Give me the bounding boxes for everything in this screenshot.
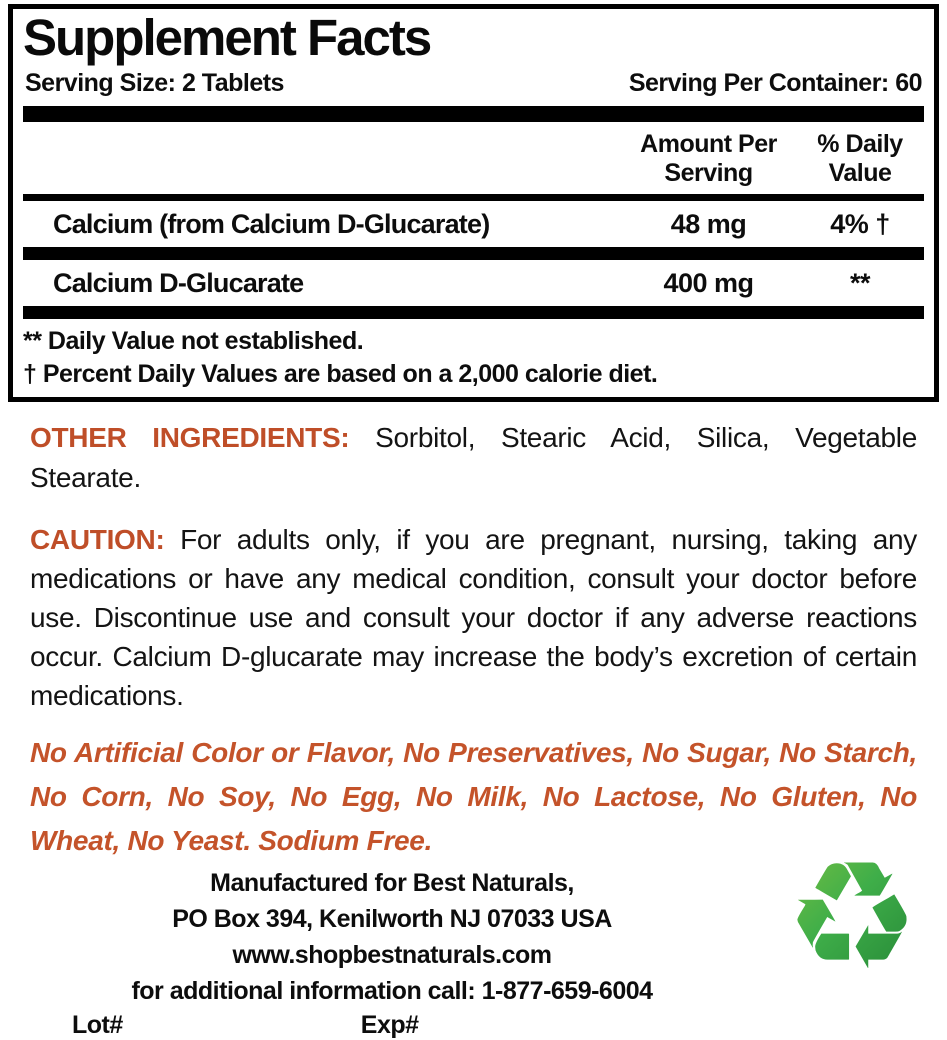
manufacturer-block bbox=[30, 865, 754, 1009]
serving-size: Serving Size: 2 Tablets bbox=[25, 69, 284, 97]
exp-date-label: Exp# bbox=[360, 1011, 419, 1039]
panel-title: Supplement Facts bbox=[23, 9, 431, 66]
caution-label: CAUTION: bbox=[30, 524, 165, 555]
recycle-icon: ♻ bbox=[762, 832, 942, 1002]
nutrient-amount: 400 mg bbox=[663, 267, 754, 298]
table-row bbox=[23, 260, 924, 306]
divider-medium bbox=[23, 194, 924, 201]
nutrient-daily-value: ** bbox=[849, 267, 870, 298]
footnotes bbox=[23, 319, 924, 391]
caution-text: For adults only, if you are pregnant, nursing, taking any medications or have any medical condition, consult your doctor before use. Discontinue use and consult your doctor if any adverse reactions occur. Calcium D-glucarate may increase the body’s excretion of certain medications. bbox=[30, 524, 917, 711]
nutrient-daily-value: 4% † bbox=[830, 208, 890, 239]
table-row bbox=[23, 201, 924, 247]
servings-per-container: Serving Per Container: 60 bbox=[628, 69, 922, 97]
serving-info-row bbox=[23, 65, 924, 106]
supplement-facts-panel bbox=[8, 4, 939, 402]
column-header-daily-value: % Daily Value bbox=[817, 130, 903, 187]
other-ingredients-paragraph bbox=[30, 418, 917, 498]
manufactured-for-line: Manufactured for Best Naturals, bbox=[210, 869, 574, 897]
address-line: PO Box 394, Kenilworth NJ 07033 USA bbox=[172, 905, 612, 933]
free-claims-text: No Artificial Color or Flavor, No Preservatives, No Sugar, No Starch, No Corn, No Soy, No Egg, No Milk, No Lactose, No Gluten, No Wheat, No Yeast. Sodium Free. bbox=[30, 737, 917, 856]
footnote-percent-dv: † Percent Daily Values are based on a 2,000 calorie diet. bbox=[23, 360, 658, 388]
caution-paragraph bbox=[30, 520, 917, 715]
lot-number-label: Lot# bbox=[72, 1011, 123, 1039]
website-line: www.shopbestnaturals.com bbox=[232, 941, 552, 969]
footnote-dv-not-established: ** Daily Value not established. bbox=[23, 327, 364, 355]
other-ingredients-section bbox=[0, 418, 947, 498]
supplement-label bbox=[0, 4, 947, 1039]
nutrient-name: Calcium D-Glucarate bbox=[53, 267, 304, 298]
phone-line: for additional information call: 1-877-659-6004 bbox=[131, 977, 653, 1005]
column-header-amount: Amount Per Serving bbox=[640, 130, 777, 187]
divider-thick-top bbox=[23, 106, 924, 122]
table-header-row bbox=[23, 122, 924, 194]
nutrient-amount: 48 mg bbox=[670, 208, 747, 239]
caution-section bbox=[0, 520, 947, 715]
nutrient-name: Calcium (from Calcium D-Glucarate) bbox=[53, 208, 490, 239]
divider-thick-bottom bbox=[23, 306, 924, 319]
lot-exp-row bbox=[30, 1011, 917, 1040]
divider-thick-row bbox=[23, 247, 924, 260]
other-ingredients-label: OTHER INGREDIENTS: bbox=[30, 422, 350, 453]
other-ingredients-text: Sorbitol, Stearic Acid, Silica, Vegetable Stearate. bbox=[30, 422, 918, 493]
